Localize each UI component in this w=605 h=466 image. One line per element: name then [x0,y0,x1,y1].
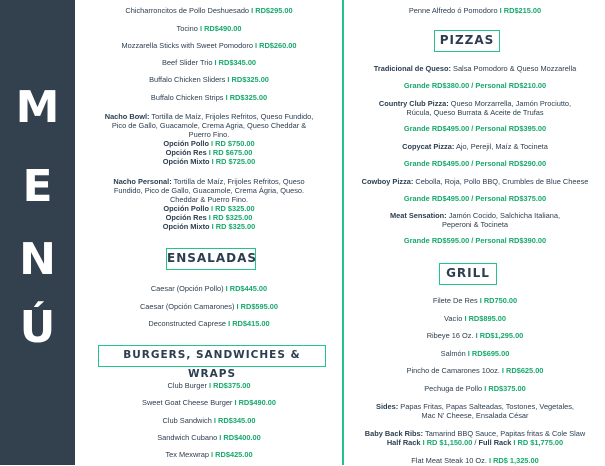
menu-item: Ribeye 16 Oz. I RD$1,295.00 [426,331,524,340]
pizza-desc-2: Rúcula, Queso Burrata & Aceite de Trufas [406,108,544,117]
menu-item: Penne Alfredo ó Pomodoro I RD$215.00 [408,6,542,15]
menu-item: Buffalo Chicken Strips I RD$325.00 [150,93,268,102]
pizza-prices: Grande RD$495.00 / Personal RD$375.00 [403,194,547,203]
nacho-personal-line3: Cheddar & Puerro Fino. [169,195,249,204]
menu-sidebar [0,0,75,465]
pizza-prices: Grande RD$380.00 / Personal RD$210.00 [403,81,547,90]
pizza-desc: Tradicional de Queso: Salsa Pomodoro & Queso Mozzarella [373,64,577,73]
menu-item: Sweet Goat Cheese Burger I RD$490.00 [142,398,276,407]
menu-item: Vacío I RD$895.00 [444,314,506,323]
menu-item: Beef Slider Trio I RD$345.00 [161,58,257,67]
nacho-option: Opción Res I RD $325.00 [165,213,253,222]
nacho-personal-line2: Fundido, Pico de Gallo, Guacamole, Crema Ágria, Queso. [113,186,305,195]
pizzas-heading: PIZZAS [434,30,500,52]
nacho-option: Opción Mixto I RD $725.00 [162,157,256,166]
menu-item: Filete De Res I RD750.00 [432,296,518,305]
column-divider [342,0,344,465]
grill-heading: GRILL [439,263,497,285]
menu-item: Mozzarella Sticks with Sweet Pomodoro I RD$260.00 [121,41,297,50]
pizza-prices: Grande RD$595.00 / Personal RD$390.00 [403,236,547,245]
pizza-prices: Grande RD$495.00 / Personal RD$395.00 [403,124,547,133]
menu-item: Pechuga de Pollo I RD$375.00 [424,384,526,393]
menu-item: Club Burger I RD$375.00 [167,381,251,390]
nacho-option: Opción Pollo I RD $325.00 [163,204,255,213]
nacho-option: Opción Res I RD $675.00 [165,148,253,157]
pizza-desc: Copycat Pizza: Ajo, Perejil, Maíz & Tocineta [402,142,548,151]
pizza-desc-2: Peperoni & Tocineta [441,220,508,229]
menu-item: Flat Meat Steak 10 Oz. I RD$ 1,325.00 [411,456,539,465]
sidebar-letter-u: Ú [19,302,56,353]
menu-item: Caesar (Opción Camarones) I RD$595.00 [139,302,279,311]
menu-item: Sandwich Cubano I RD$400.00 [157,433,261,442]
menu-item: Tex Mexwrap I RD$425.00 [165,450,253,459]
menu-item: Salmón I RD$695.00 [440,349,510,358]
menu-item: Chicharroncitos de Pollo Deshuesado I RD$295.00 [125,6,293,15]
menu-item: Deconstructed Caprese I RD$415.00 [148,319,270,328]
pizza-desc: Cowboy Pizza: Cebolla, Roja, Pollo BBQ, Crumbles de Blue Cheese [361,177,589,186]
nacho-personal-line1: Nacho Personal: Tortilla de Maíz, Frijoles Refritos, Queso [113,177,305,186]
sides-line1: Sides: Papas Fritas, Papas Salteadas, Tostones, Vegetales, [376,402,574,411]
ensaladas-heading: ENSALADAS [166,248,256,270]
sidebar-letter-m: M [15,82,60,133]
sidebar-letter-n: N [19,234,56,285]
nacho-bowl-line1: Nacho Bowl: Tortilla de Maíz, Frijoles Refritos, Queso Fundido, [104,112,314,121]
nacho-option: Opción Mixto I RD $325.00 [162,222,256,231]
ribs-line2: Half Rack I RD $1,150.00 / Full Rack I RD $1,775.00 [386,438,564,447]
menu-item: Pincho de Camarones 10oz. I RD$625.00 [406,366,544,375]
nacho-option: Opción Pollo I RD $750.00 [163,139,255,148]
sidebar-letter-e: E [22,161,53,212]
nacho-bowl-line2: Pico de Gallo, Guacamole, Crema Agria, Queso Cheddar & [111,121,307,130]
burgers-heading: BURGERS, SANDWICHES & WRAPS [98,345,326,367]
menu-item: Buffalo Chicken Sliders I RD$325.00 [149,75,269,84]
menu-item: Caesar (Opción Pollo) I RD$445.00 [150,284,268,293]
nacho-bowl-line3: Puerro Fino. [188,130,230,139]
menu-item: Tocino I RD$490.00 [176,24,242,33]
pizza-prices: Grande RD$495.00 / Personal RD$290.00 [403,159,547,168]
menu-item: Club Sandwich I RD$345.00 [162,416,256,425]
pizza-desc: Meat Sensation: Jamón Cocido, Salchicha Italiana, [389,211,561,220]
ribs-line1: Baby Back Ribs: Tamarind BBQ Sauce, Papitas fritas & Cole Slaw [364,429,586,438]
sides-line2: Mac N' Cheese, Ensalada César [421,411,529,420]
pizza-desc: Country Club Pizza: Queso Morzarrella, Jamón Prociutto, [378,99,572,108]
